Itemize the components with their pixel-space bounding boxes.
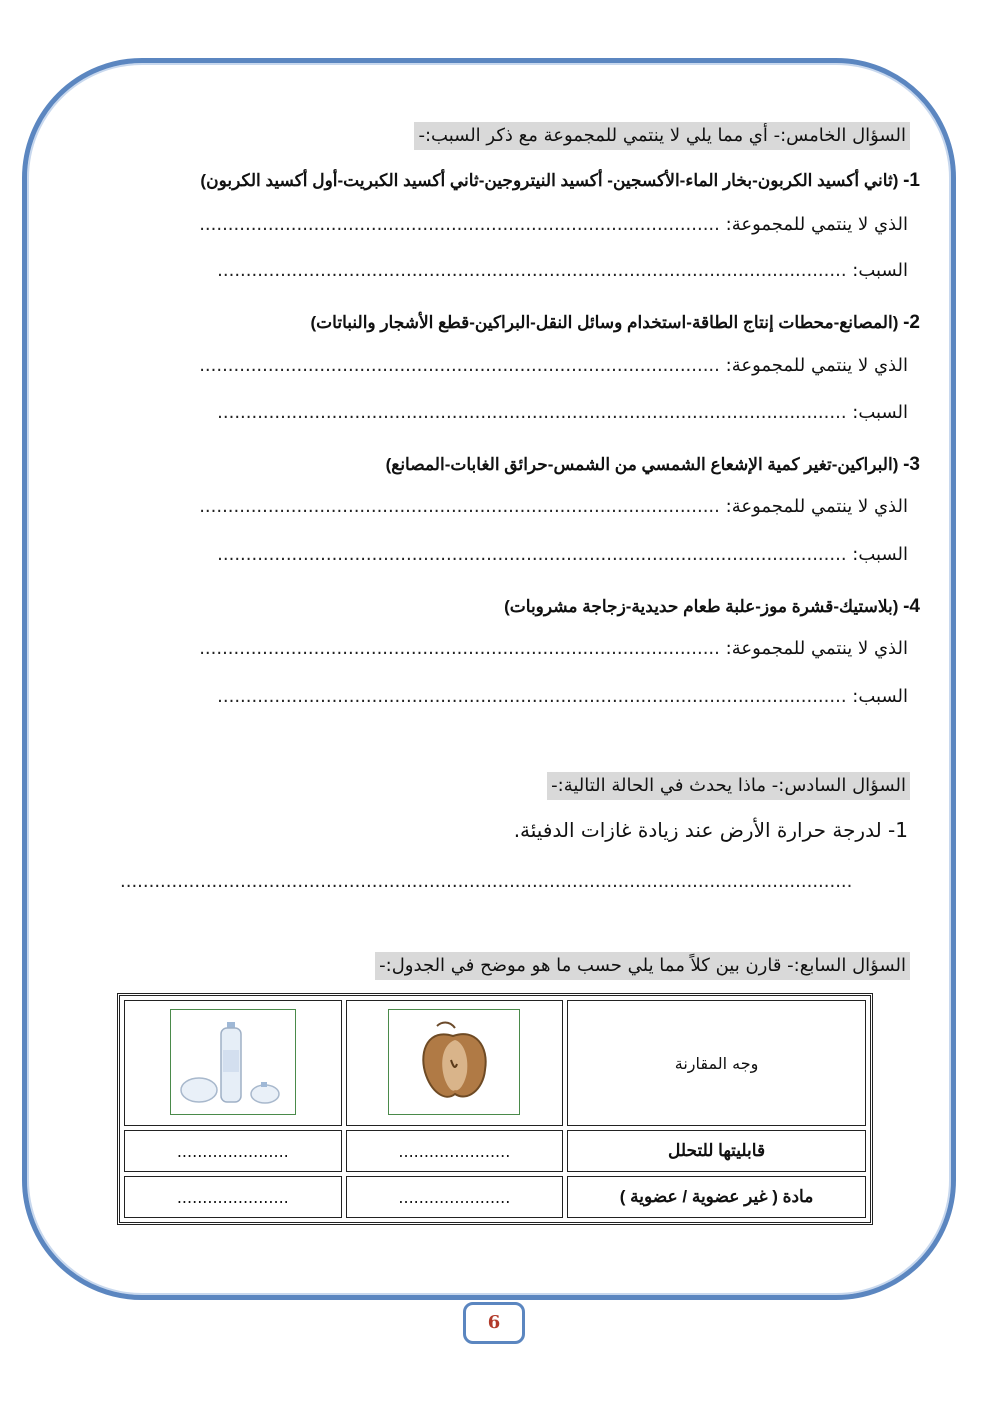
reason-label: السبب: <box>852 544 908 565</box>
bottles-icon <box>171 1010 295 1114</box>
header-label-cell <box>567 1000 866 1126</box>
q5-item-3 <box>386 452 920 478</box>
table-row <box>124 1130 866 1172</box>
plastic-bottles-image <box>170 1009 296 1115</box>
apple-icon <box>389 1010 519 1114</box>
q5-item-2 <box>311 310 921 336</box>
q5-item-3-text: (البراكين-تغير كمية الإشعاع الشمسي من الشمس-حرائق الغابات-المصانع) <box>385 455 899 474</box>
reason-label: السبب: <box>852 402 908 423</box>
row-label: مادة ( غير عضوية / عضوية ) <box>567 1176 866 1218</box>
odd-label: الذي لا ينتمي للمجموعة: <box>725 496 908 517</box>
q5-item-4-text: (بلاستيك-قشرة موز-علبة طعام حديدية-زجاجة مشروبات) <box>504 597 899 616</box>
answer-dots: ........................................................................................... <box>199 638 720 659</box>
q5-item-1-number: 1- <box>903 170 920 191</box>
page-number: 6 <box>463 1302 525 1344</box>
q5-heading: السؤال الخامس:- أي مما يلي لا ينتمي للمجموعة مع ذكر السبب:- <box>414 122 910 150</box>
answer-dots: .............................................................................................................. <box>217 402 847 423</box>
q5-item-2-text: (المصانع-محطات إنتاج الطاقة-استخدام وسائل النقل-البراكين-قطع الأشجار والنباتات) <box>310 313 899 332</box>
odd-label: الذي لا ينتمي للمجموعة: <box>725 355 908 376</box>
q5-4-reason-line[interactable] <box>108 684 908 710</box>
answer-dots: .............................................................................................................. <box>217 544 847 565</box>
answer-dots: ........................................................................................... <box>199 355 720 376</box>
q6-answer-line[interactable]: ................................................................................................................................ <box>120 871 853 892</box>
q5-item-3-number: 3- <box>903 454 920 475</box>
q5-1-reason-line[interactable] <box>108 258 908 284</box>
answer-dots: .............................................................................................................. <box>217 686 847 707</box>
table-row <box>124 1176 866 1218</box>
reason-label: السبب: <box>852 686 908 707</box>
q5-item-1-text: (ثاني أكسيد الكربون-بخار الماء-الأكسجين- أكسيد النيتروجين-ثاني أكسيد الكبريت-أول أكسيد الكربون) <box>200 171 899 190</box>
answer-cell-bottles[interactable]: ...................... <box>124 1176 342 1218</box>
dried-apple-image <box>388 1009 520 1115</box>
odd-label: الذي لا ينتمي للمجموعة: <box>725 214 908 235</box>
answer-dots: ........................................................................................... <box>199 214 720 235</box>
answer-cell-bottles[interactable]: ...................... <box>124 1130 342 1172</box>
q5-item-1 <box>200 168 920 194</box>
q6-item-1: 1- لدرجة حرارة الأرض عند زيادة غازات الدفيئة. <box>513 818 908 842</box>
q7-heading: السؤال السابع:- قارن بين كلاً مما يلي حسب ما هو موضح في الجدول:- <box>375 952 910 980</box>
apple-image-cell <box>346 1000 564 1126</box>
comparison-table <box>117 993 873 1225</box>
row-label: قابليتها للتحلل <box>567 1130 866 1172</box>
q5-1-odd-line[interactable] <box>108 212 908 238</box>
answer-cell-apple[interactable]: ...................... <box>346 1130 564 1172</box>
q5-2-odd-line[interactable] <box>108 353 908 379</box>
answer-cell-apple[interactable]: ...................... <box>346 1176 564 1218</box>
table-header-row <box>124 1000 866 1126</box>
reason-label: السبب: <box>852 260 908 281</box>
q5-item-2-number: 2- <box>903 312 920 333</box>
q5-item-4 <box>504 594 920 620</box>
answer-dots: .............................................................................................................. <box>217 260 847 281</box>
q5-3-odd-line[interactable] <box>108 494 908 520</box>
q6-heading: السؤال السادس:- ماذا يحدث في الحالة التالية:- <box>547 772 910 800</box>
answer-dots: ........................................................................................... <box>199 496 720 517</box>
odd-label: الذي لا ينتمي للمجموعة: <box>725 638 908 659</box>
q5-item-4-number: 4- <box>903 596 920 617</box>
q5-2-reason-line[interactable] <box>108 400 908 426</box>
bottles-image-cell <box>124 1000 342 1126</box>
header-label: وجه المقارنة <box>674 1053 759 1073</box>
q5-3-reason-line[interactable] <box>108 542 908 568</box>
q5-4-odd-line[interactable] <box>108 636 908 662</box>
